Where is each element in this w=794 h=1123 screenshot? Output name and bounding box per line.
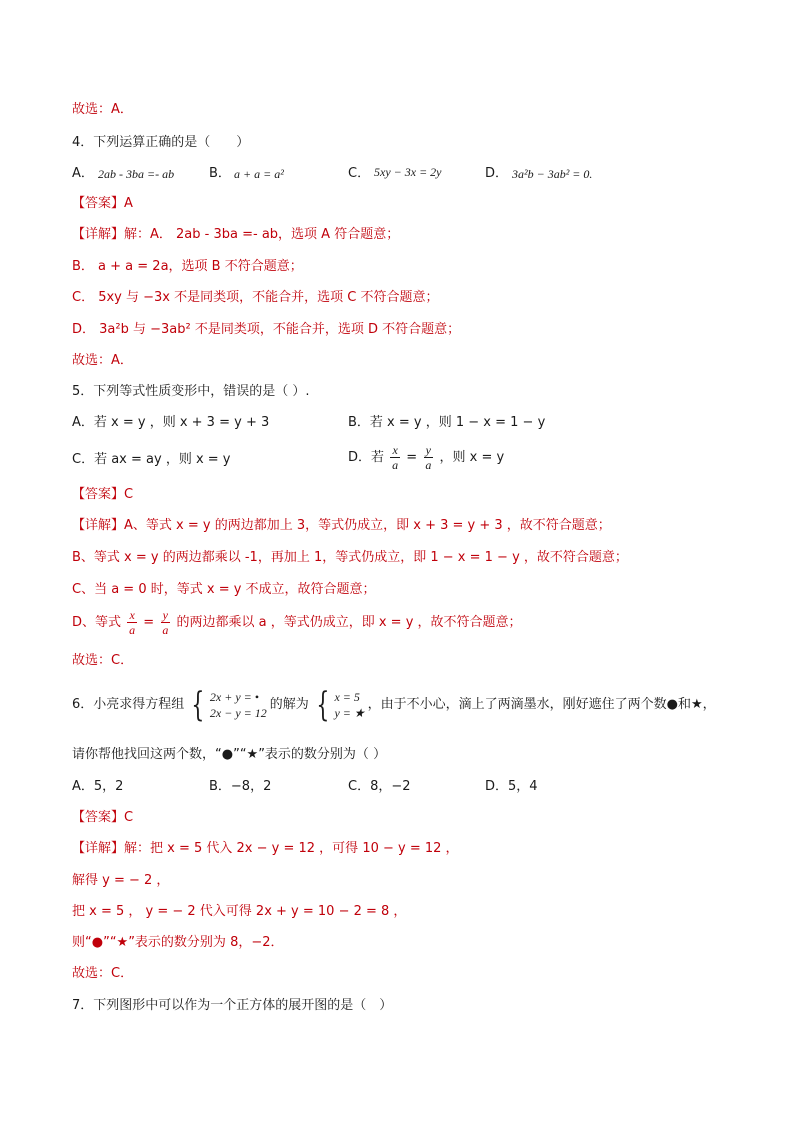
equation-system-1 xyxy=(187,685,267,725)
denominator: a xyxy=(129,623,136,637)
q5-detail-1 xyxy=(72,517,611,535)
q4-detail-3: C． 5xy 与 −3x 不是同类项，不能合并，选项 C 不符合题意； xyxy=(72,290,439,305)
q6-conclusion: 故选：C． xyxy=(72,966,134,981)
q6-mid: 的解为 xyxy=(269,697,309,712)
sys2-row-1: x = 5 xyxy=(334,690,360,704)
q4-option-b-label: B． xyxy=(209,166,231,181)
detail-tag: 【详解】 xyxy=(72,227,125,242)
q5-detail-4-suffix: 的两边都乘以 a ，等式仍成立，即 x = y ，故不符合题意； xyxy=(176,615,522,630)
q5-detail-3: C、当 a = 0 时，等式 x = y 不成立，故符合题意； xyxy=(72,582,376,597)
q6-detail-2: 解得 y = − 2 ， xyxy=(72,873,170,888)
numerator: y xyxy=(162,608,168,622)
question-6-title xyxy=(72,685,716,725)
q5-option-d-prefix: D．若 xyxy=(348,450,385,465)
q4-answer: 【答案】A xyxy=(72,196,133,211)
question-4-title: 4．下列运算正确的是（ ） xyxy=(72,135,250,150)
q5-option-d-suffix: ，则 x = y xyxy=(439,450,505,465)
q4-option-a-expr: 2ab - 3ba =- ab xyxy=(98,167,175,181)
equation-system-2 xyxy=(312,685,365,725)
q6-detail-1-text: 解：把 x = 5 代入 2x − y = 12 ，可得 10 − y = 12 ， xyxy=(124,841,459,856)
left-brace-icon: { xyxy=(316,685,330,725)
fraction xyxy=(423,443,433,472)
q5-detail-4-prefix: D、等式 xyxy=(72,615,122,630)
equals-sign: = xyxy=(406,450,418,465)
q4-detail-4: D． 3a²b 与 −3ab² 不是同类项，不能合并，选项 D 不符合题意； xyxy=(72,322,461,337)
denominator: a xyxy=(425,458,432,472)
q4-option-d-expr: 3a²b − 3ab² = 0. xyxy=(512,167,593,181)
q4-detail-1 xyxy=(72,226,399,244)
denominator: a xyxy=(392,458,399,472)
q6-detail-4: 则“●”“★”表示的数分别为 8，−2． xyxy=(72,935,284,950)
fraction xyxy=(160,608,170,637)
q6-suffix: ，由于不小心，滴上了两滴墨水，刚好遮住了两个数●和★， xyxy=(367,697,716,712)
question-5-title: 5．下列等式性质变形中，错误的是（ ）. xyxy=(72,384,310,399)
q5-detail-4 xyxy=(72,608,522,637)
q4-detail-1-text: 解：A． 2ab - 3ba =- ab，选项 A 符合题意； xyxy=(124,227,400,242)
q6-option-b: B．−8，2 xyxy=(209,779,272,794)
q6-detail-3: 把 x = 5 ， y = − 2 代入可得 2x + y = 10 − 2 = 8 ， xyxy=(72,904,407,919)
left-brace-icon: { xyxy=(191,685,205,725)
q6-option-c: C．8，−2 xyxy=(348,779,411,794)
q5-option-a: A．若 x = y ，则 x + 3 = y + 3 xyxy=(72,415,270,430)
fraction xyxy=(127,608,137,637)
numerator: x xyxy=(129,608,135,622)
q5-option-c: C．若 ax = ay ，则 x = y xyxy=(72,452,231,467)
denominator: a xyxy=(162,623,169,637)
equals-sign: = xyxy=(143,615,155,630)
fraction xyxy=(390,443,400,472)
q4-conclusion: 故选：A． xyxy=(72,353,133,368)
q5-detail-2: B、等式 x = y 的两边都乘以 -1，再加上 1，等式仍成立，即 1 − x = 1 − y ，故不符合题意； xyxy=(72,550,628,565)
q4-option-c-expr: 5xy − 3x = 2y xyxy=(374,165,442,179)
q4-detail-2: B． a + a = 2a，选项 B 不符合题意； xyxy=(72,259,303,274)
question-7-title: 7．下列图形中可以作为一个正方体的展开图的是（ ） xyxy=(72,998,393,1013)
q5-conclusion: 故选：C． xyxy=(72,653,134,668)
q4-option-b-expr: a + a = a² xyxy=(234,167,284,181)
detail-tag: 【详解】 xyxy=(72,841,125,856)
sys1-row-1: 2x + y = • xyxy=(209,690,259,704)
q6-option-d: D．5，4 xyxy=(485,779,538,794)
numerator: x xyxy=(392,443,398,457)
q6-prefix: 6．小亮求得方程组 xyxy=(72,697,185,712)
sys1-row-2: 2x − y = 12 xyxy=(209,706,267,720)
detail-tag: 【详解】 xyxy=(72,518,125,533)
question-6-line-2: 请你帮他找回这两个数，“●”“★”表示的数分别为（ ） xyxy=(72,747,387,762)
q5-option-b: B．若 x = y ，则 1 − x = 1 − y xyxy=(348,415,546,430)
q4-option-d-label: D． xyxy=(485,166,509,181)
sys2-row-2: y = ★ xyxy=(334,706,365,720)
q4-option-c-label: C． xyxy=(348,166,371,181)
q5-option-d xyxy=(348,443,504,472)
q6-answer: 【答案】C xyxy=(72,810,134,825)
q5-detail-1-text: A、等式 x = y 的两边都加上 3，等式仍成立，即 x + 3 = y + 3 ，故不符合题意； xyxy=(124,518,611,533)
q6-detail-1 xyxy=(72,840,459,858)
conclusion-q3: 故选：A． xyxy=(72,102,133,117)
q4-option-a-label: A． xyxy=(72,166,94,181)
numerator: y xyxy=(425,443,431,457)
q5-answer: 【答案】C xyxy=(72,487,134,502)
q6-option-a: A．5，2 xyxy=(72,779,124,794)
